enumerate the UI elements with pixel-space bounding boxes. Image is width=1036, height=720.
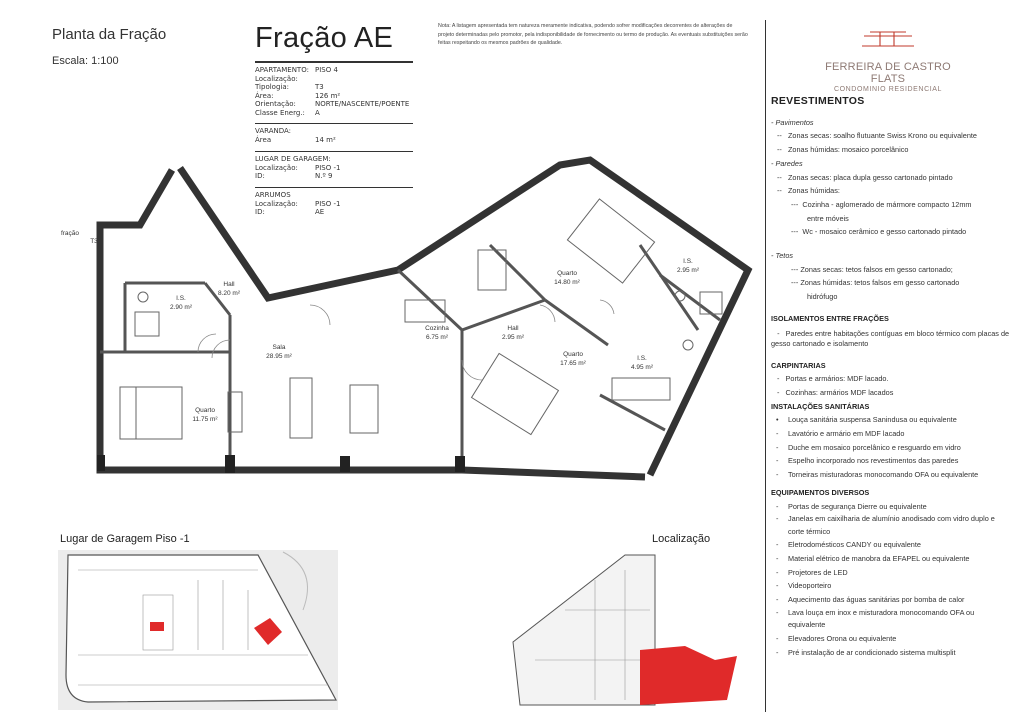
- spec-item: - Projetores de LED: [776, 567, 848, 577]
- spec-item: • Louça sanitária suspensa Sanindusa ou equivalente: [776, 415, 957, 425]
- typology-value: T3: [315, 83, 324, 91]
- apartment-value: PISO 4: [315, 66, 338, 74]
- garage-id-value: N.º 9: [315, 172, 333, 180]
- finishes-title: REVESTIMENTOS: [771, 95, 865, 107]
- orientation-value: NORTE/NASCENTE/POENTE: [315, 100, 410, 108]
- column: [455, 456, 465, 472]
- door-swing: [310, 305, 330, 325]
- room-name: I.S.: [683, 258, 693, 265]
- panel-divider: [765, 20, 766, 712]
- wall: [490, 245, 545, 300]
- bathtub: [612, 378, 670, 400]
- balcony-area-value: 14 m²: [315, 136, 336, 144]
- storage-location-value: PISO -1: [315, 199, 341, 208]
- page-title: Planta da Fração: [52, 26, 167, 43]
- storage-id-value: AE: [315, 208, 325, 216]
- room-area: 2.95 m²: [501, 334, 525, 341]
- spec-item: - Portas e armários: MDF lacado.: [777, 374, 889, 384]
- room-area: 4.95 m²: [630, 364, 654, 371]
- room-name: Quarto: [557, 270, 577, 277]
- spec-item: -- Zonas húmidas:: [777, 186, 840, 196]
- room-area: 2.90 m²: [169, 304, 193, 311]
- typology-label: Tipologia:: [255, 83, 289, 91]
- room-name: Quarto: [563, 351, 583, 358]
- spec-item: - Material elétrico de manobra da EFAPEL ou equivalente: [776, 553, 970, 563]
- room-name: I.S.: [176, 295, 186, 302]
- kitchen-counter: [405, 300, 445, 322]
- walls-heading: - Paredes: [771, 158, 803, 168]
- door-swing: [212, 340, 230, 358]
- area-value: 126 m²: [315, 91, 341, 100]
- door-swing: [198, 334, 216, 352]
- spec-item: - Lava louça em inox e misturadora monocomando OFA ou equivalente: [776, 607, 975, 630]
- sanitary-title: INSTALAÇÕES SANITÁRIAS: [771, 401, 870, 411]
- ceilings-heading: - Tetos: [771, 251, 794, 261]
- balcony-area-label: Área: [255, 136, 272, 144]
- spec-item: - Janelas em caixilharia de alumínio anodisado com vidro duplo e corte térmico: [776, 514, 995, 536]
- insulation-title: ISOLAMENTOS ENTRE FRAÇÕES: [771, 313, 889, 323]
- door-swing: [600, 300, 614, 314]
- spec-item: hidrófugo: [807, 292, 838, 302]
- fracao-ref: T3: [90, 238, 98, 245]
- brand-mark-icon: [858, 26, 918, 52]
- room-area: 28.95 m²: [266, 353, 292, 360]
- pillow: [120, 387, 136, 439]
- spec-item: - Duche em mosaico porcelânico e resguardo em vidro: [776, 442, 961, 452]
- energy-class-value: A: [315, 108, 320, 117]
- specifications-panel: [771, 95, 1011, 659]
- unit-highlight: [640, 646, 737, 705]
- shower: [700, 292, 722, 314]
- spec-item: --- Cozinha - aglomerado de mármore compacto 12mm: [791, 199, 972, 209]
- wall: [545, 300, 608, 345]
- insulation-text: - Paredes entre habitações contíguas em bloco térmico com placas de gesso cartonado e isolamento: [771, 328, 1010, 348]
- spec-item: - Elevadores Orona ou equivalente: [776, 633, 897, 643]
- spec-item: -- Zonas secas: soalho flutuante Swiss Krono ou equivalente: [777, 131, 977, 141]
- toilet: [138, 292, 148, 302]
- room-name: I.S.: [637, 355, 647, 362]
- bed: [120, 387, 182, 439]
- spec-item: - Cozinhas: armários MDF lacados: [777, 387, 894, 397]
- brand-logo: [808, 26, 968, 93]
- storage-id-label: ID:: [255, 208, 265, 216]
- spec-item: entre móveis: [807, 213, 849, 223]
- room-name: Cozinha: [425, 325, 449, 332]
- location-title: Localização: [652, 533, 711, 545]
- storage-label: ARRUMOS: [255, 190, 291, 199]
- garage-id-label: ID:: [255, 172, 265, 180]
- garage-location-value: PISO -1: [315, 163, 341, 172]
- spec-item: - Torneiras misturadoras monocomando OFA ou equivalente: [776, 470, 979, 480]
- floors-heading: - Pavimentos: [771, 117, 814, 127]
- column: [225, 455, 235, 473]
- brand-subtitle: CONDOMINIO RESIDENCIAL: [833, 86, 943, 93]
- column: [97, 455, 105, 471]
- location-label: Localização:: [255, 74, 298, 83]
- dining-table: [350, 385, 378, 433]
- bed: [472, 353, 559, 434]
- balcony-label: VARANDA:: [255, 127, 292, 135]
- wall: [660, 275, 720, 320]
- spec-item: - Aquecimento das águas sanitárias por bomba de calor: [776, 595, 965, 605]
- garage-label: LUGAR DE GARAGEM:: [255, 154, 331, 163]
- energy-class-label: Classe Energ.:: [255, 108, 305, 117]
- spec-item: - Videoporteiro: [776, 581, 832, 591]
- spec-item: - Pré instalação de ar condicionado sistema multisplit: [776, 647, 956, 657]
- garage-title: Lugar de Garagem Piso -1: [60, 533, 190, 545]
- garage-highlight: [150, 622, 164, 631]
- spec-item: - Portas de segurança Dierre ou equivalente: [776, 501, 927, 511]
- spec-item: - Espelho incorporado nos revestimentos das paredes: [776, 456, 959, 466]
- fracao-label: fração: [60, 230, 80, 237]
- wall: [462, 300, 545, 330]
- sofa: [290, 378, 312, 438]
- storage-location-label: Localização:: [255, 199, 298, 208]
- room-area: 11.75 m²: [192, 416, 218, 423]
- room-name: Quarto: [195, 407, 215, 414]
- spec-item: -- Zonas secas: placa dupla gesso cartonado pintado: [777, 172, 953, 182]
- spec-item: --- Zonas secas: tetos falsos em gesso cartonado;: [791, 264, 953, 274]
- orientation-label: Orientação:: [255, 100, 296, 108]
- room-area: 8.20 m²: [217, 290, 241, 297]
- room-area: 14.80 m²: [554, 279, 580, 286]
- spec-item: --- Zonas húmidas: tetos falsos em gesso cartonado: [791, 278, 960, 288]
- bed: [567, 199, 654, 283]
- area-label: Área:: [255, 91, 274, 100]
- room-area: 17.65 m²: [560, 360, 586, 367]
- outer-wall-south: [230, 470, 645, 477]
- garage-plan: [58, 550, 338, 710]
- spec-item: - Lavatório e armário em MDF lacado: [776, 429, 905, 439]
- room-name: Hall: [223, 281, 235, 288]
- toilet: [683, 340, 693, 350]
- carpentry-title: CARPINTARIAS: [771, 360, 826, 370]
- spec-item: - Eletrodomésticos CANDY ou equivalente: [776, 540, 921, 550]
- door-swing: [462, 360, 482, 380]
- building-outline: [513, 555, 655, 705]
- room-area: 6.75 m²: [425, 334, 449, 341]
- disclaimer-note: Nota: A listagem apresentada tem natureza meramente indicativa, podendo sofrer modificações decorrentes de alterações de projeto determinadas pelo promotor, pela indisponibilidade de fornecimento ou termo de produção. As eventuais substituições serão feitas respeitando os mesmos padrões de qualidade.: [438, 23, 748, 46]
- room-name: Sala: [272, 344, 286, 351]
- apartment-label: APARTAMENTO:: [255, 66, 309, 74]
- unit-title: Fração AE: [255, 22, 394, 54]
- column: [340, 456, 350, 472]
- garage-location-label: Localização:: [255, 163, 298, 172]
- location-plan: [505, 550, 745, 710]
- equipment-title: EQUIPAMENTOS DIVERSOS: [771, 487, 870, 497]
- outer-wall-north: [100, 170, 172, 265]
- spec-item: -- Zonas húmidas: mosaico porcelânico: [777, 145, 909, 155]
- room-area: 2.95 m²: [676, 267, 700, 274]
- spec-item: --- Wc - mosaico cerâmico e gesso cartonado pintado: [791, 227, 967, 237]
- room-name: Hall: [507, 325, 519, 332]
- door-swing: [540, 305, 555, 322]
- brand-name: FERREIRA DE CASTRO FLATS: [825, 61, 951, 85]
- scale-label: Escala: 1:100: [52, 55, 119, 67]
- shower: [135, 312, 159, 336]
